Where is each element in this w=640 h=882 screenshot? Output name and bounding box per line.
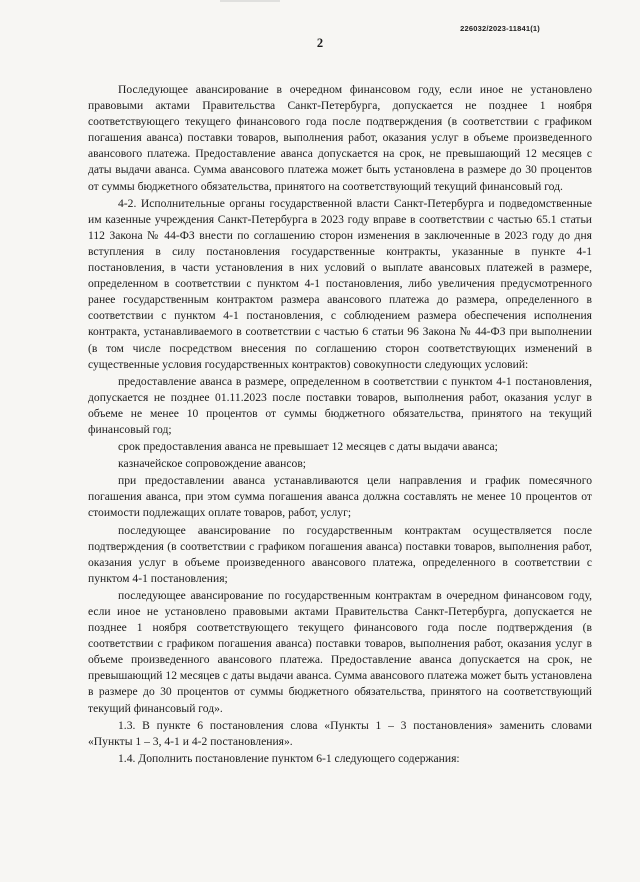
paragraph-condition-schedule: при предоставлении аванса устанавливаются цели направления и график помесячного погашения аванса, при этом сумма погашения аванса должна составлять не менее 10 процентов от стоимости подлежащих оплате товаров, работ, услуг; — [88, 474, 592, 520]
page-number: 2 — [316, 36, 324, 50]
paragraph-condition-advance-size: предоставление аванса в размере, определенном в соответствии с пунктом 4-1 постановления, допускается не позднее 01.11.2023 после поставки товаров, выполнения работ, оказания услуг в объеме не менее 10 процентов от суммы бюджетного обязательства, принятого на текущий финансовый год; — [88, 374, 592, 436]
paragraph-advance-next-year: Последующее авансирование в очередном финансовом году, если иное не установлено правовыми актами Правительства Санкт-Петербурга, допускается не позднее 1 ноября соответствующего текущего финансового года после подтверждения (в соответствии с графиком погашения аванса) поставки товаров, выполнения работ, оказания услуг в объеме произведенного авансового платежа. Предоставление аванса допускается на срок, не превышающий 12 месяцев с даты выдачи аванса. Сумма авансового платежа может быть установлена в размере до 30 процентов от суммы бюджетного обязательства, принятого на соответствующий текущий финансовый год. — [88, 83, 592, 193]
document-number: 226032/2023-11841(1) — [460, 24, 540, 33]
paragraph-1-3: 1.3. В пункте 6 постановления слова «Пункты 1 – 3 постановления» заменить словами «Пункты 1 – 3, 4-1 и 4-2 постановления». — [88, 718, 592, 748]
paragraph-1-4: 1.4. Дополнить постановление пунктом 6-1 следующего содержания: — [118, 751, 460, 765]
paragraph-4-2: 4-2. Исполнительные органы государственной власти Санкт-Петербурга и подведомственные им казенные учреждения Санкт-Петербурга в 2023 году вправе в соответствии с частью 65.1 статьи 112 Закона № 44-ФЗ внести по соглашению сторон изменения в заключенные в 2023 году до дня вступления в силу постановления государственные контракты, указанные в пункте 4-1 постановления, в части установления в них условий о выплате авансовых платежей в размере, определенном в соответствии с пунктом 4-1 постановления, либо увеличения предусмотренного ранее государственным контрактом размера авансового платежа до размера, определенного в соответствии с пунктом 4-1 постановления, с соблюдением размера обеспечения исполнения контракта, устанавливаемого в соответствии с частью 6 статьи 96 Закона № 44-ФЗ при выполнении (в том числе посредством внесения по соглашению сторон соответствующих изменений в существенные условия государственных контрактов) совокупности следующих условий: — [88, 196, 592, 371]
paragraph-condition-next-year: последующее авансирование по государственным контрактам в очередном финансовом году, если иное не установлено правовыми актами Правительства Санкт-Петербурга, допускается не позднее 1 ноября соответствующего текущего финансового года после подтверждения (в соответствии с графиком погашения аванса) поставки товаров, выполнения работ, оказания услуг в объеме произведенного авансового платежа. Предоставление аванса допускается на срок, не превышающий 12 месяцев с даты выдачи аванса. Сумма авансового платежа может быть установлена в размере до 30 процентов от суммы бюджетного обязательства, принятого на соответствующий текущий финансовый год». — [88, 588, 592, 715]
paragraph-condition-term: срок предоставления аванса не превышает 12 месяцев с даты выдачи аванса; — [118, 440, 498, 454]
scan-artifact — [220, 0, 280, 2]
paragraph-condition-subsequent: последующее авансирование по государственным контрактам осуществляется после подтверждения (в соответствии с графиком погашения аванса) поставки товаров, выполнения работ, оказания услуг в объеме произведенного авансового платежа, определенного в соответствии с пунктом 4-1 постановления; — [88, 523, 592, 585]
paragraph-condition-treasury: казначейское сопровождение авансов; — [118, 457, 307, 471]
document-body — [88, 82, 592, 767]
